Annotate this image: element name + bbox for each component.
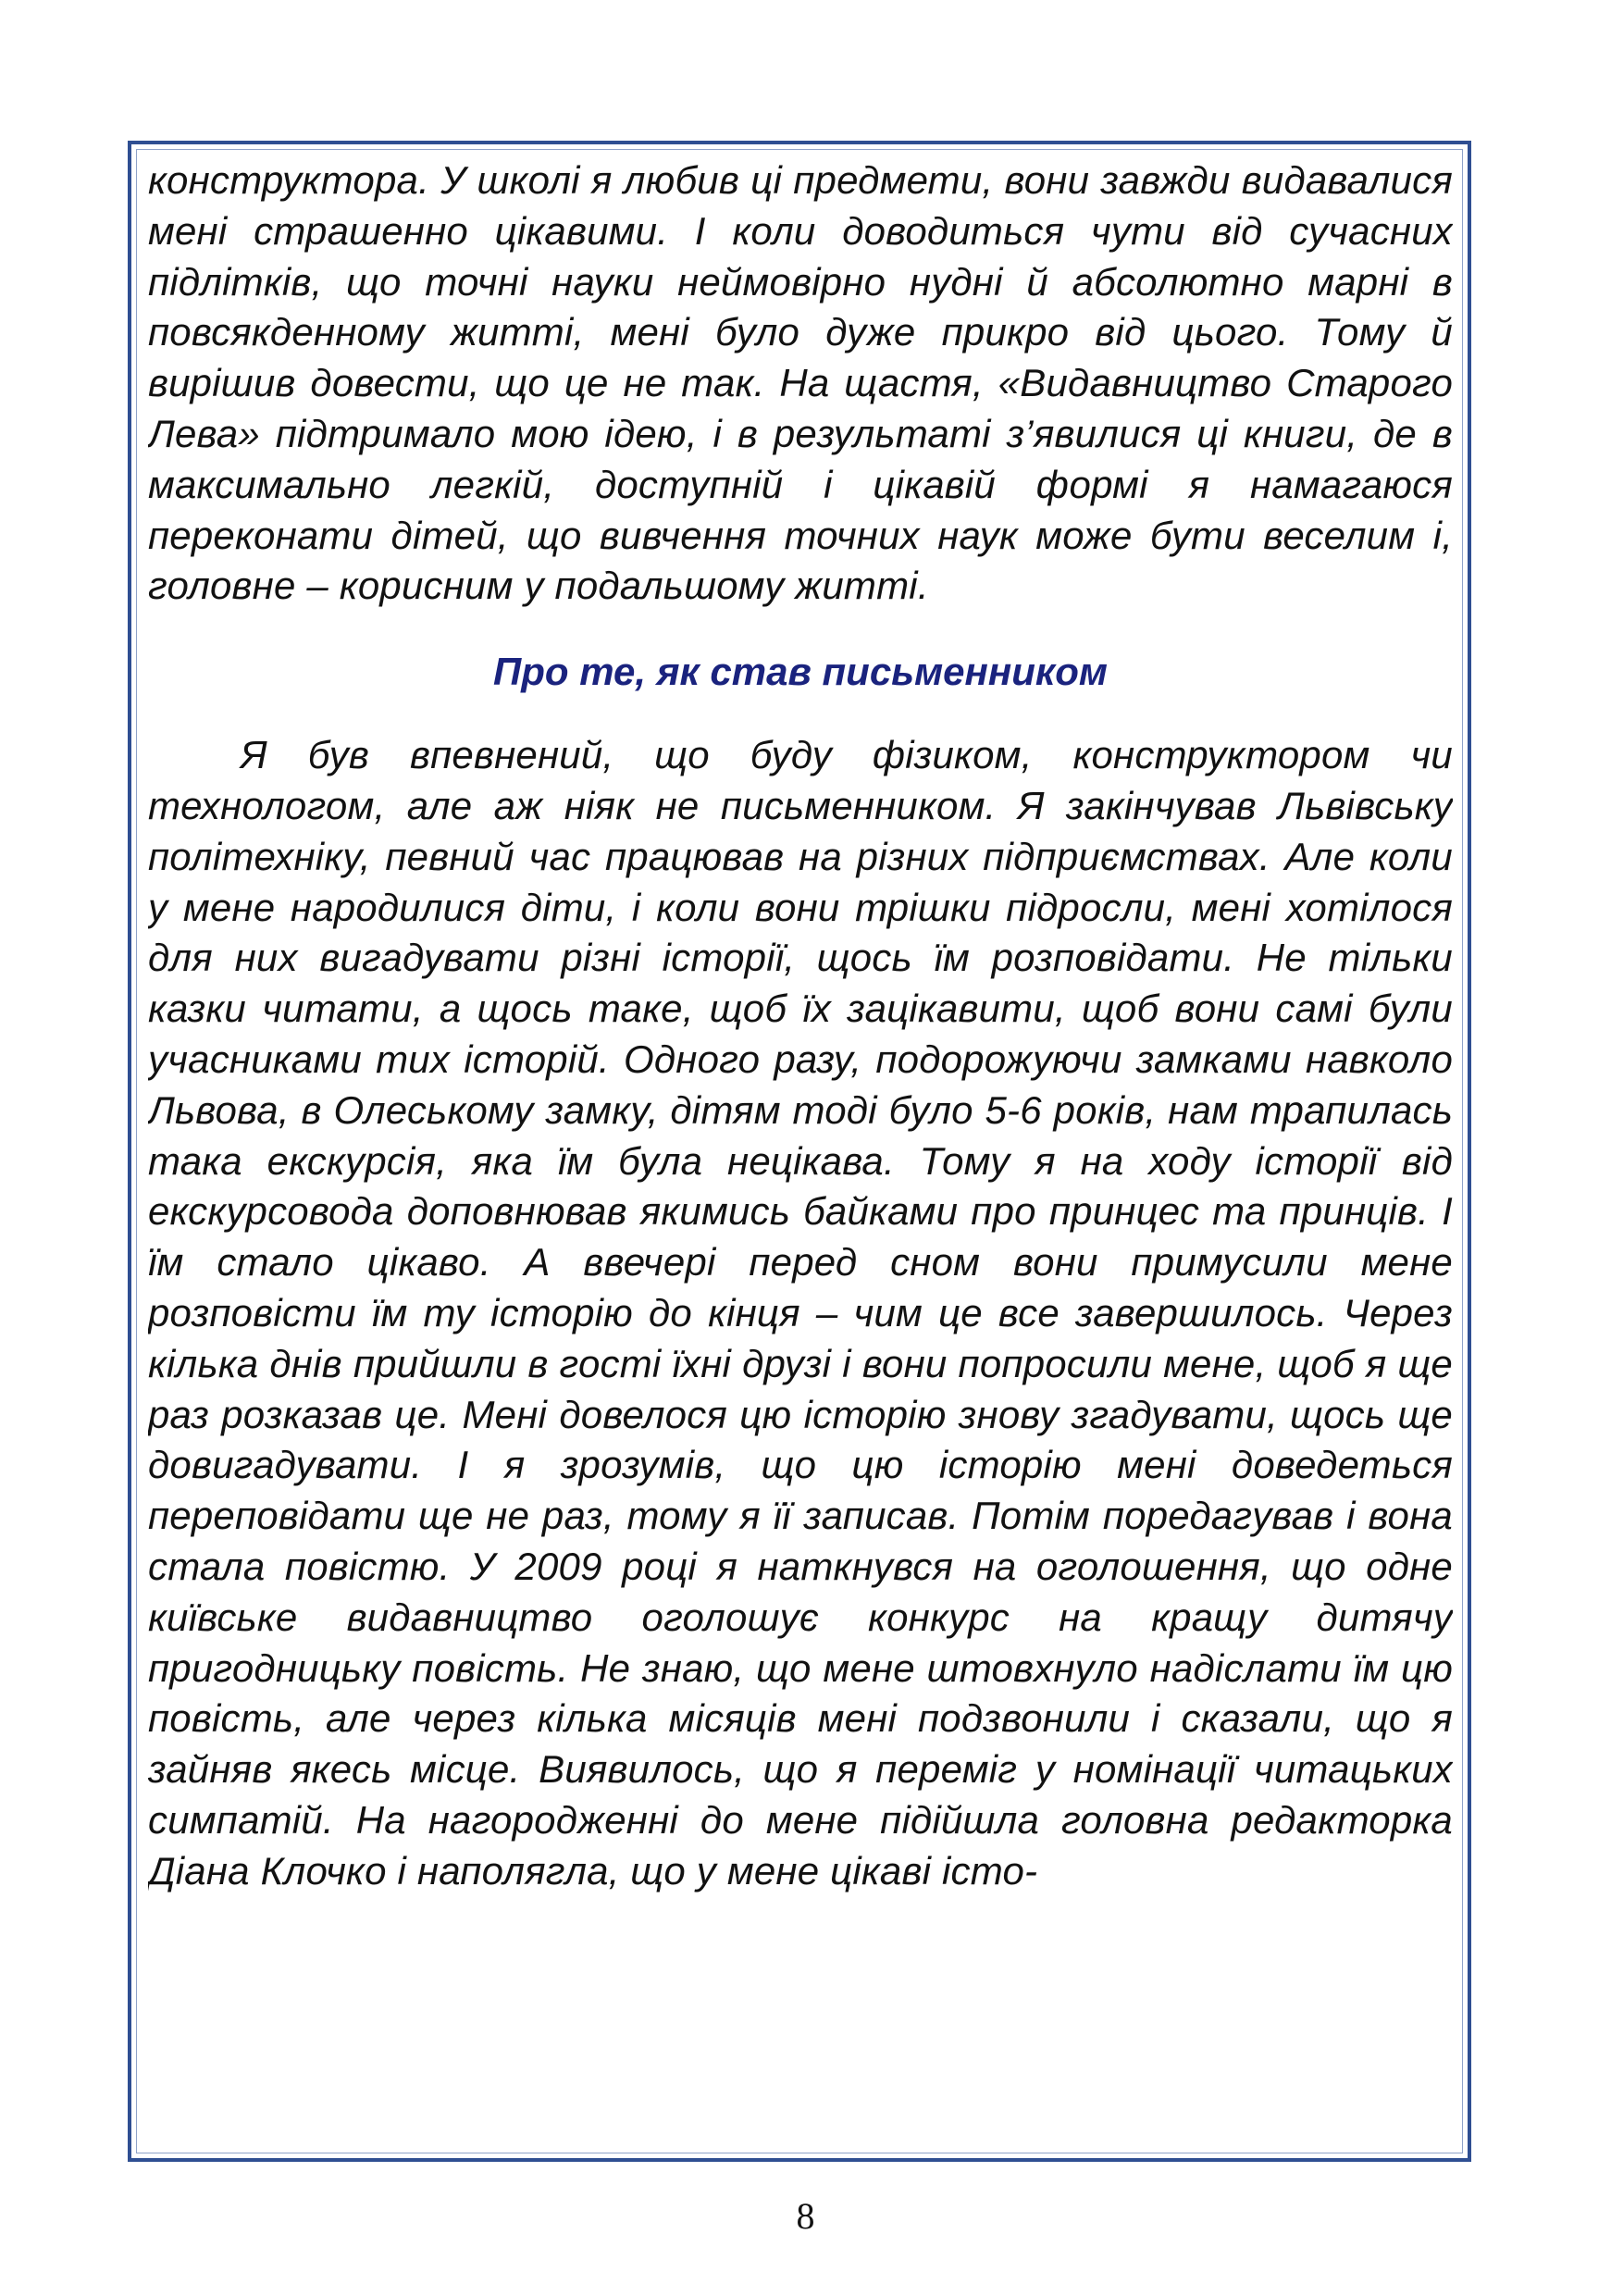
paragraph-intro-continued: конструктора. У школі я любив ці предмети, вони завжди видавалися мені страшенно цікавими. І коли доводиться чути від сучасних підлітків, що точні науки неймовірно нудні й абсолютно марні в повсякденному житті, мені було дуже прикро від цього. Тому й вирішив довести, що це не так. На щастя, «Видавництво Старого Лева» підтримало мою ідею, і в результаті з’явилися ці книги, де в максимально легкій, доступній і цікавій формі я намагаюся переконати дітей, що вивчення точних наук може бути веселим і, головне – корисним у подальшому житті. <box>148 158 1453 608</box>
page-frame <box>128 141 1471 2162</box>
page-number: 8 <box>796 2195 815 2237</box>
section-heading: Про те, як став письменником <box>493 650 1108 694</box>
paragraph-becoming-writer: Я був впевнений, що буду фізиком, конструктором чи технологом, але аж ніяк не письменником. Я закінчував Львівську політехніку, певний час працював на різних підприємствах. Але коли у мене народилися діти, і коли вони трішки підросли, мені хотілося для них вигадувати різні історії, щось їм розповідати. Не тільки казки читати, а щось таке, щоб їх зацікавити, щоб вони самі були учасниками тих історій. Одного разу, подорожуючи замками навколо Львова, в Олеському замку, дітям тоді було 5-6 років, нам трапилась така екскурсія, яка їм була нецікава. Тому я на ходу історії від екскурсовода доповнював якимись байками про принцес та принців. І їм стало цікаво. А ввечері перед сном вони примусили мене розповісти їм ту історію до кінця – чим це все завершилось. Через кілька днів прийшли в гості їхні друзі і вони попросили мене, щоб я ще раз розказав це. Мені довелося цю історію знову згадувати, щось ще довигадувати. І я зрозумів, що цю історію мені доведеться переповідати ще не раз, тому я її записав. Потім поредагував і вона стала повістю. У 2009 році я наткнувся на оголошення, що одне київське видавництво оголошує конкурс на кращу дитячу пригодницьку повість. Не знаю, що мене штовхнуло надіслати їм цю повість, але через кілька місяців мені подзвонили і сказали, що я зайняв якесь місце. Виявилось, що я переміг у номінації читацьких симпатій. На нагородженні до мене підійшла головна редакторка Діана Клочко і наполягла, що у мене цікаві істо- <box>148 733 1453 1893</box>
page-content <box>148 155 1453 2149</box>
